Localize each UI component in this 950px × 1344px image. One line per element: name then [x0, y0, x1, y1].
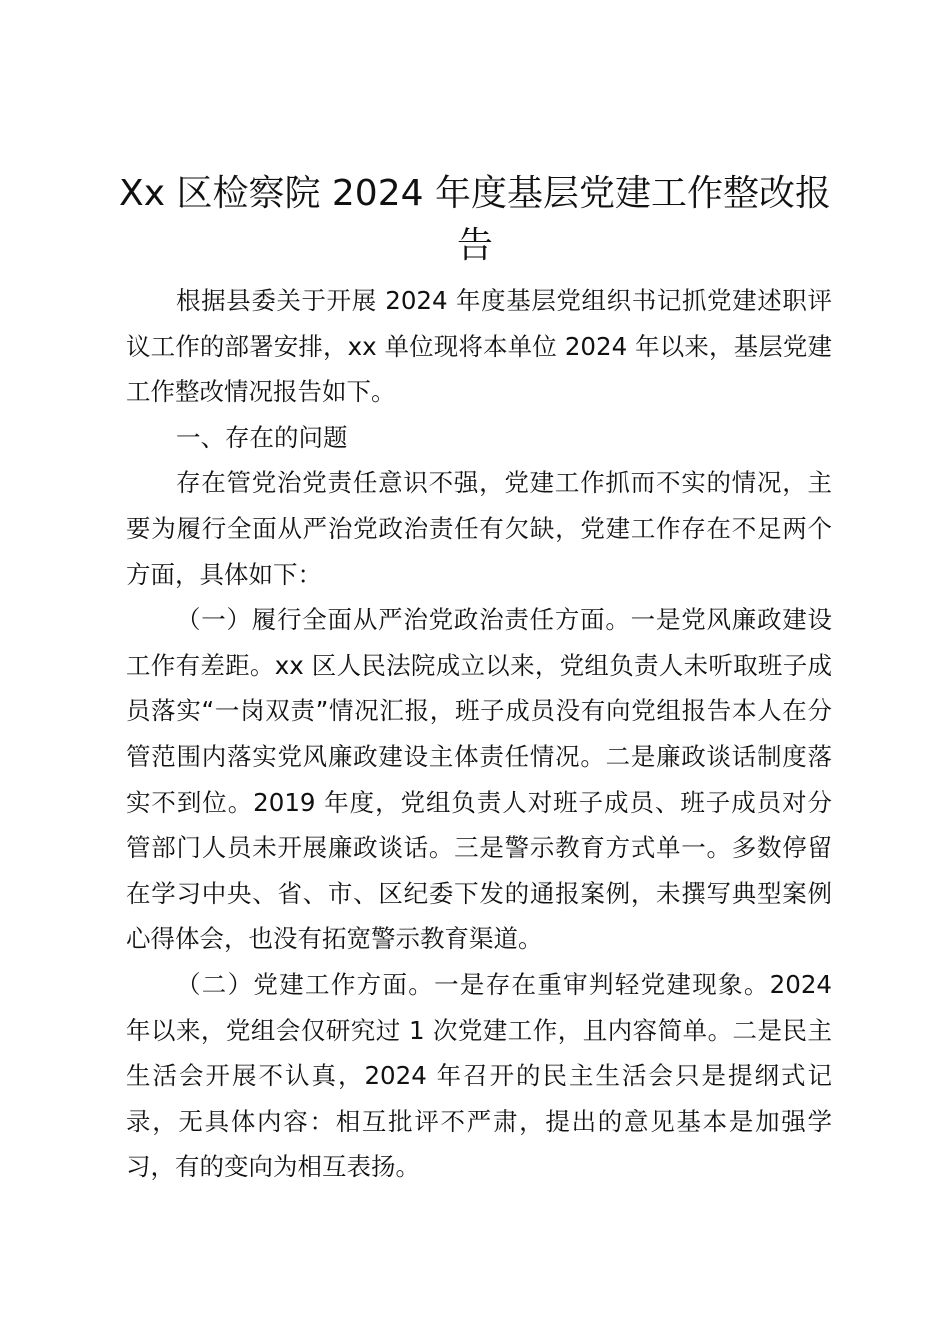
document-title: Xx 区检察院 2024 年度基层党建工作整改报告: [119, 173, 831, 266]
subsection-one-paragraph: （一）履行全面从严治党政治责任方面。一是党风廉政建设工作有差距。xx 区人民法院成立以来，党组负责人未听取班子成员落实“一岗双责”情况汇报，班子成员没有向党组报告本人在分管范围内落实党风廉政建设主体责任情况。二是廉政谈话制度落实不到位。2019 年度，党组负责人对班子成员、班子成员对分管部门人员未开展廉政谈话。三是警示教育方式单一。多数停留在学习中央、省、市、区纪委下发的通报案例，未撰写典型案例心得体会，也没有拓宽警示教育渠道。: [126, 605, 832, 954]
section-heading-problems: 一、存在的问题: [176, 422, 348, 452]
subsection-two-paragraph: （二）党建工作方面。一是存在重审判轻党建现象。2024 年以来，党组会仅研究过 1 次党建工作，且内容简单。二是民主生活会开展不认真，2024 年召开的民主生活会只是提纲式记录，无具体内容：相互批评不严肃，提出的意见基本是加强学习，有的变向为相互表扬。: [126, 969, 832, 1182]
document-body: [126, 278, 832, 1190]
intro-paragraph: 根据县委关于开展 2024 年度基层党组织书记抓党建述职评议工作的部署安排，xx 单位现将本单位 2024 年以来，基层党建工作整改情况报告如下。: [126, 286, 832, 407]
problems-summary-paragraph: 存在管党治党责任意识不强，党建工作抓而不实的情况，主要为履行全面从严治党政治责任有欠缺，党建工作存在不足两个方面，具体如下：: [126, 468, 832, 589]
